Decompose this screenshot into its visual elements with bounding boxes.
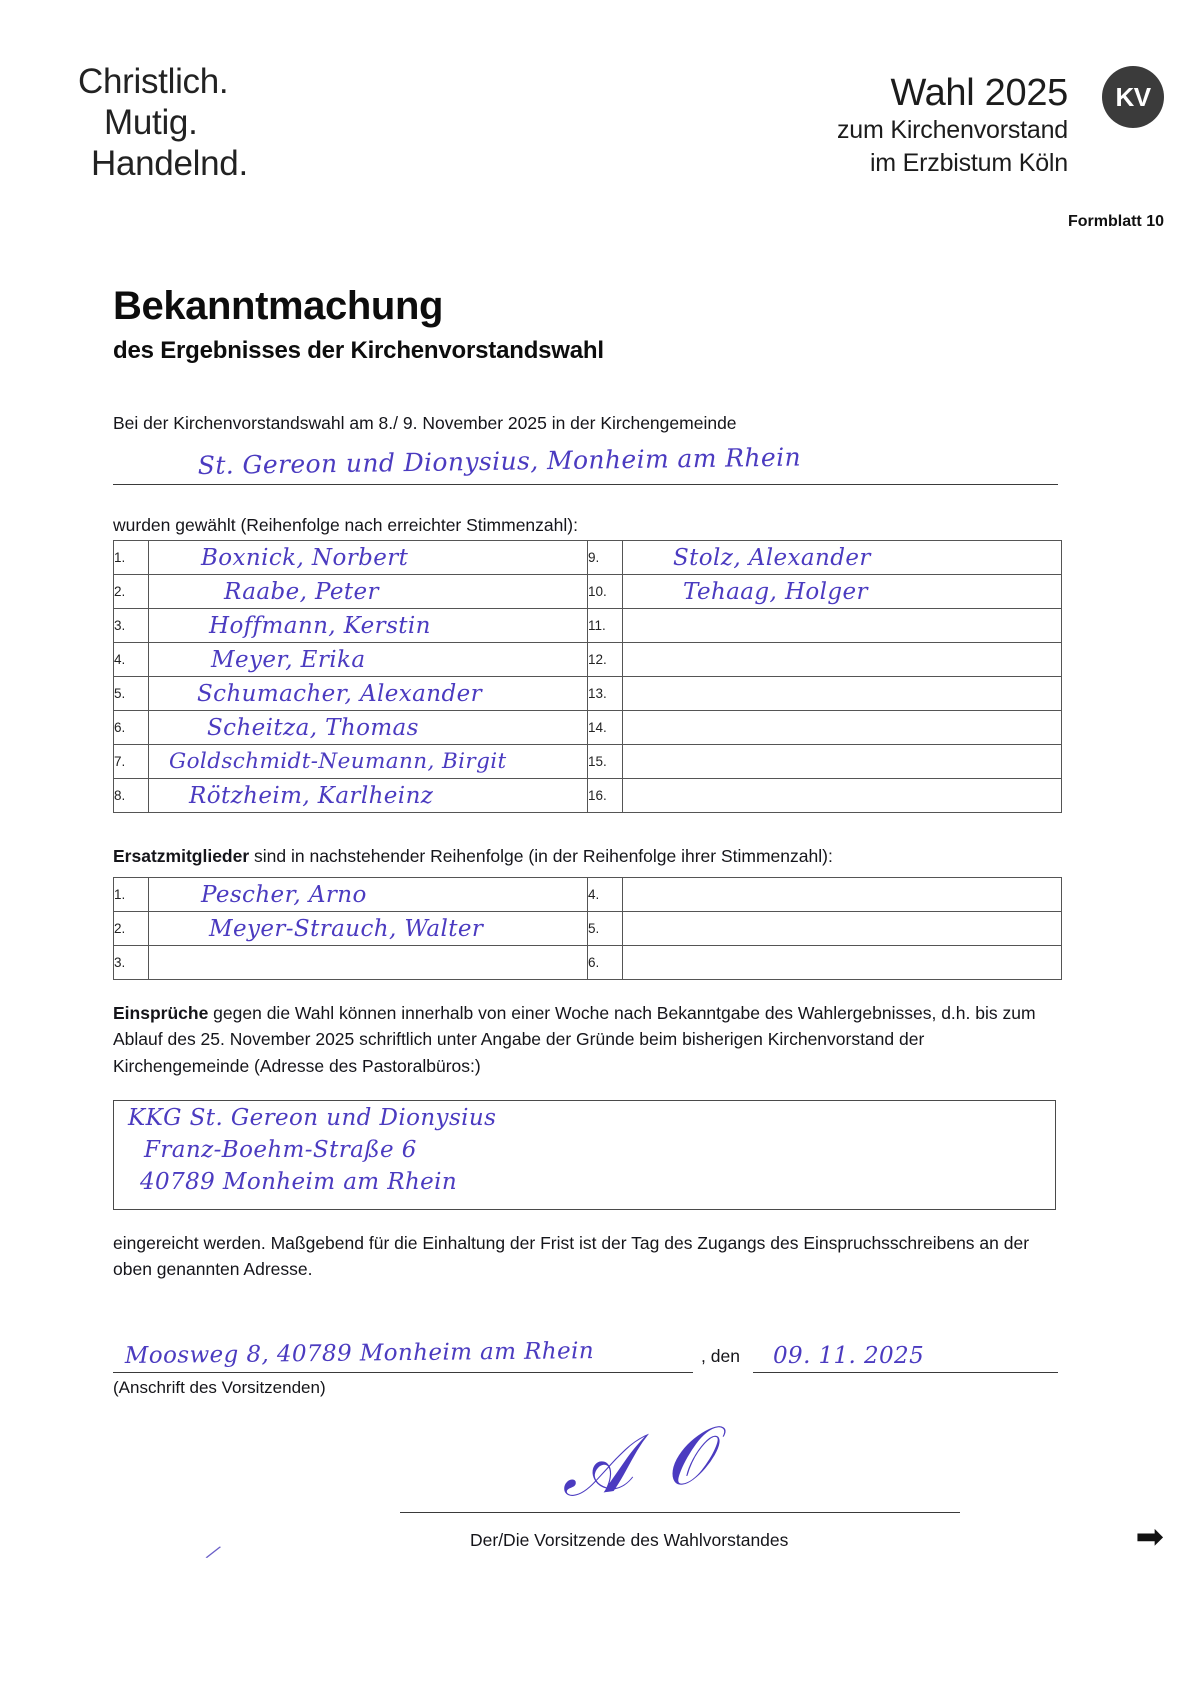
slogan-line-2: Mutig. — [104, 102, 198, 142]
slogan-line-1: Christlich. — [78, 62, 229, 101]
handwritten-name: Pescher, Arno — [201, 881, 367, 908]
objection-paragraph — [113, 1000, 1063, 1079]
objection-label-bold: Einsprüche — [113, 1003, 209, 1023]
elected-name-cell[interactable] — [623, 745, 1062, 779]
row-number: 5. — [588, 912, 623, 946]
chair-address-handwriting: Moosweg 8, 40789 Monheim am Rhein — [124, 1338, 595, 1369]
row-number: 2. — [114, 912, 149, 946]
campaign-subtitle-2: im Erzbistum Köln — [869, 149, 1068, 177]
handwritten-name: Raabe, Peter — [224, 578, 379, 605]
row-number: 6. — [114, 711, 149, 745]
parish-name-field[interactable] — [113, 442, 1058, 485]
signature-date-handwriting: 09. 11. 2025 — [773, 1343, 925, 1369]
submission-paragraph: eingereicht werden. Maßgebend für die Einhaltung der Frist ist der Tag des Zugangs des Einspruchsschreibens an der oben genannten Adresse. — [113, 1233, 1030, 1280]
row-number: 2. — [114, 575, 149, 609]
objection-text: gegen die Wahl können innerhalb von einer Woche nach Bekanntgabe des Wahlergebnisses, d.h. bis zum Ablauf des 25. November 2025 schriftlich unter Angabe der Gründe beim bisherigen Kirchenvorstand der Kirchengemeinde (Adresse des Pastoralbüros:) — [113, 1003, 1036, 1076]
substitute-name-cell[interactable] — [623, 946, 1062, 980]
next-page-arrow-icon: ➡ — [1135, 1518, 1164, 1556]
substitute-name-cell[interactable] — [149, 878, 588, 912]
substitutes-label-rest: sind in nachstehender Reihenfolge (in der Reihenfolge ihrer Stimmenzahl): — [249, 846, 833, 866]
brand-slogan — [78, 62, 248, 185]
kv-logo-badge: KV — [1102, 66, 1164, 128]
handwritten-name: Goldschmidt-Neumann, Birgit — [169, 749, 507, 774]
stray-pen-mark: ∕ — [208, 1540, 221, 1565]
row-number: 14. — [588, 711, 623, 745]
substitute-name-cell[interactable] — [149, 912, 588, 946]
row-number: 5. — [114, 677, 149, 711]
handwritten-name: Meyer, Erika — [211, 646, 366, 673]
parish-name-handwriting: St. Gereon und Dionysius, Monheim am Rhein — [197, 442, 802, 480]
row-number: 1. — [114, 541, 149, 575]
handwritten-name: Hoffmann, Kerstin — [209, 612, 431, 639]
chair-signature-label: Der/Die Vorsitzende des Wahlvorstandes — [470, 1530, 789, 1550]
elected-name-cell[interactable] — [149, 711, 588, 745]
table-row — [114, 912, 1062, 946]
form-number-label: Formblatt 10 — [1067, 213, 1164, 230]
elected-name-cell[interactable] — [623, 779, 1062, 813]
elected-name-cell[interactable] — [623, 575, 1062, 609]
table-row — [114, 609, 1062, 643]
table-row — [114, 878, 1062, 912]
chair-address-label: (Anschrift des Vorsitzenden) — [113, 1378, 326, 1397]
substitute-members-table — [113, 877, 1062, 980]
signature-line — [400, 1512, 960, 1513]
handwritten-name: Rötzheim, Karlheinz — [189, 782, 434, 809]
row-number: 8. — [114, 779, 149, 813]
pastoral-office-address-box[interactable] — [113, 1100, 1056, 1210]
table-row — [114, 677, 1062, 711]
chair-address-field[interactable] — [113, 1338, 693, 1373]
table-row — [114, 779, 1062, 813]
handwritten-name: Schumacher, Alexander — [197, 680, 482, 707]
handwritten-name: Boxnick, Norbert — [201, 544, 409, 571]
elected-name-cell[interactable] — [623, 711, 1062, 745]
table-row — [114, 711, 1062, 745]
row-number: 10. — [588, 575, 623, 609]
signature-row — [113, 1338, 1058, 1374]
row-number: 4. — [588, 878, 623, 912]
intro-paragraph: Bei der Kirchenvorstandswahl am 8./ 9. November 2025 in der Kirchengemeinde — [113, 413, 737, 433]
row-number: 1. — [114, 878, 149, 912]
table-row — [114, 575, 1062, 609]
address-line-3: 40789 Monheim am Rhein — [140, 1169, 458, 1195]
row-number: 7. — [114, 745, 149, 779]
substitutes-label-bold: Ersatzmitglieder — [113, 846, 250, 866]
row-number: 15. — [588, 745, 623, 779]
table-row — [114, 643, 1062, 677]
row-number: 3. — [114, 946, 149, 980]
elected-name-cell[interactable] — [149, 677, 588, 711]
elected-name-cell[interactable] — [149, 609, 588, 643]
row-number: 4. — [114, 643, 149, 677]
row-number: 13. — [588, 677, 623, 711]
den-label: , den — [701, 1346, 740, 1366]
substitutes-label — [113, 843, 1063, 869]
elected-members-table — [113, 540, 1062, 813]
row-number: 6. — [588, 946, 623, 980]
elected-name-cell[interactable] — [623, 541, 1062, 575]
handwritten-name: Tehaag, Holger — [683, 578, 868, 605]
campaign-title: Wahl 2025 — [890, 72, 1068, 114]
row-number: 11. — [588, 609, 623, 643]
elected-name-cell[interactable] — [149, 745, 588, 779]
slogan-line-3: Handelnd. — [91, 143, 248, 183]
address-line-1: KKG St. Gereon und Dionysius — [128, 1105, 497, 1131]
table-row — [114, 946, 1062, 980]
campaign-header — [837, 74, 1068, 178]
handwritten-name: Meyer-Strauch, Walter — [209, 915, 484, 942]
campaign-subtitle-1: zum Kirchenvorstand — [836, 116, 1068, 144]
table-row — [114, 745, 1062, 779]
elected-list-label: wurden gewählt (Reihenfolge nach erreichter Stimmenzahl): — [113, 515, 578, 535]
row-number: 16. — [588, 779, 623, 813]
handwritten-name: Scheitza, Thomas — [207, 714, 419, 741]
elected-name-cell[interactable] — [149, 541, 588, 575]
elected-name-cell[interactable] — [149, 779, 588, 813]
table-row — [114, 541, 1062, 575]
elected-name-cell[interactable] — [149, 575, 588, 609]
substitute-name-cell[interactable] — [623, 912, 1062, 946]
page-title: Bekanntmachung — [113, 284, 444, 328]
row-number: 12. — [588, 643, 623, 677]
elected-name-cell[interactable] — [623, 643, 1062, 677]
handwritten-name: Stolz, Alexander — [673, 544, 871, 571]
substitute-name-cell[interactable] — [623, 878, 1062, 912]
page-subtitle: des Ergebnisses der Kirchenvorstandswahl — [113, 337, 604, 364]
address-line-2: Franz-Boehm-Straße 6 — [144, 1137, 417, 1163]
elected-name-cell[interactable] — [623, 677, 1062, 711]
substitute-name-cell[interactable] — [149, 946, 588, 980]
elected-name-cell[interactable] — [623, 609, 1062, 643]
row-number: 3. — [114, 609, 149, 643]
signature-scribble: 𝒜 𝒪 — [555, 1410, 709, 1515]
row-number: 9. — [588, 541, 623, 575]
elected-name-cell[interactable] — [149, 643, 588, 677]
signature-date-field[interactable] — [753, 1338, 1058, 1373]
